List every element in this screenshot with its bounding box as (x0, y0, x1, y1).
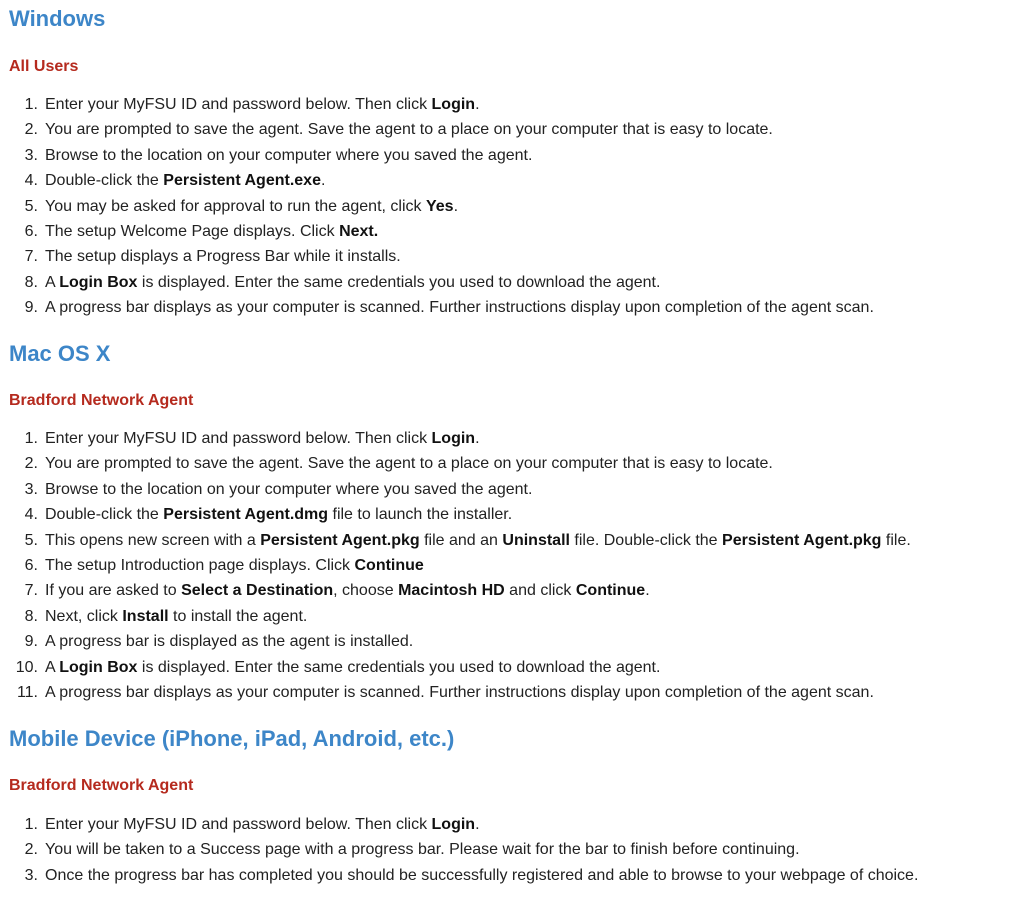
step-emphasis: Select a Destination (181, 582, 334, 600)
step-item (0, 92, 1010, 117)
step-emphasis: Next. (339, 222, 379, 240)
step-emphasis: Login (431, 430, 476, 447)
step-number: 1. (24, 430, 38, 447)
step-item (0, 117, 1010, 142)
step-emphasis: Yes (425, 197, 454, 215)
step-number: 1. (24, 96, 38, 113)
step-text: Browse to the location on your computer where you saved the agent. (45, 146, 533, 164)
step-text: The setup Welcome Page displays. Click Next. (45, 222, 379, 240)
section-subtitle-mac: Bradford Network Agent (9, 392, 194, 409)
step-number: 7. (24, 582, 38, 600)
step-item (0, 426, 1010, 451)
step-number: 3. (24, 866, 38, 884)
step-text: This opens new screen with a Persistent Agent.pkg file and an Uninstall file. Double-click the Persistent Agent.pkg file. (45, 531, 911, 549)
step-number: 7. (24, 248, 38, 266)
step-item (0, 528, 1010, 553)
steps-list-mac (0, 426, 1010, 705)
step-emphasis: Continue (354, 556, 424, 574)
step-number: 10. (15, 658, 38, 676)
step-item (0, 270, 1010, 295)
step-text: Once the progress bar has completed you should be successfully registered and able to browse to your webpage of choice. (45, 866, 919, 884)
step-text: Next, click Install to install the agent. (45, 607, 308, 625)
step-text: A Login Box is displayed. Enter the same credentials you used to download the agent. (45, 273, 661, 291)
step-item (0, 863, 1010, 888)
section-subtitle-mobile: Bradford Network Agent (9, 777, 194, 794)
step-number: 6. (24, 222, 38, 240)
step-text: Enter your MyFSU ID and password below. Then click Login. (45, 430, 480, 447)
step-text: You may be asked for approval to run the agent, click Yes. (45, 197, 459, 215)
step-number: 5. (24, 531, 38, 549)
step-number: 1. (24, 816, 38, 833)
step-item (0, 295, 1010, 320)
step-text: The setup Introduction page displays. Click Continue (45, 556, 424, 574)
step-number: 2. (24, 121, 38, 139)
step-text: If you are asked to Select a Destination, choose Macintosh HD and click Continue. (45, 582, 650, 600)
step-text: Enter your MyFSU ID and password below. Then click Login. (45, 816, 480, 833)
step-text: You are prompted to save the agent. Save the agent to a place on your computer that is easy to locate. (45, 121, 773, 139)
section-subtitle-windows: All Users (9, 58, 79, 75)
step-emphasis: Persistent Agent.pkg (260, 531, 420, 549)
step-number: 8. (24, 273, 38, 291)
step-item (0, 680, 1010, 705)
step-emphasis: Install (122, 607, 169, 625)
step-text: You are prompted to save the agent. Save the agent to a place on your computer that is easy to locate. (45, 455, 773, 473)
step-item (0, 244, 1010, 269)
step-item (0, 578, 1010, 603)
step-number: 8. (24, 607, 38, 625)
step-item (0, 477, 1010, 502)
step-item (0, 219, 1010, 244)
step-item (0, 553, 1010, 578)
step-emphasis: Login Box (59, 273, 138, 291)
step-item (0, 837, 1010, 862)
step-item (0, 812, 1010, 837)
section-title-windows: Windows (9, 6, 106, 31)
step-text: A Login Box is displayed. Enter the same credentials you used to download the agent. (45, 658, 661, 676)
step-item (0, 502, 1010, 527)
step-emphasis: Uninstall (502, 531, 570, 549)
step-number: 2. (24, 841, 38, 859)
step-emphasis: Persistent Agent.exe (163, 172, 321, 190)
step-number: 2. (24, 455, 38, 473)
step-number: 9. (24, 633, 38, 651)
step-item (0, 655, 1010, 680)
step-text: Browse to the location on your computer where you saved the agent. (45, 480, 533, 498)
section-title-mobile: Mobile Device (iPhone, iPad, Android, etc.) (9, 726, 455, 751)
step-number: 3. (24, 146, 38, 164)
step-text: The setup displays a Progress Bar while it installs. (45, 248, 401, 266)
step-text: A progress bar is displayed as the agent is installed. (45, 633, 414, 651)
step-emphasis: Macintosh HD (398, 582, 505, 600)
step-text: A progress bar displays as your computer is scanned. Further instructions display upon completion of the agent scan. (45, 299, 874, 317)
step-emphasis: Persistent Agent.pkg (722, 531, 882, 549)
step-number: 5. (24, 197, 38, 215)
step-item (0, 629, 1010, 654)
step-emphasis: Login (431, 96, 476, 113)
step-item (0, 168, 1010, 193)
step-emphasis: Login (431, 816, 476, 833)
step-item (0, 604, 1010, 629)
step-emphasis: Continue (575, 582, 646, 600)
step-number: 3. (24, 480, 38, 498)
step-item (0, 451, 1010, 476)
step-emphasis: Login Box (59, 658, 138, 676)
step-emphasis: Persistent Agent.dmg (163, 506, 329, 524)
step-text: Double-click the Persistent Agent.dmg file to launch the installer. (45, 506, 513, 524)
step-text: A progress bar displays as your computer is scanned. Further instructions display upon completion of the agent scan. (45, 683, 874, 701)
step-text: Double-click the Persistent Agent.exe. (45, 172, 326, 190)
step-number: 4. (24, 172, 38, 190)
steps-list-windows (0, 92, 1010, 321)
step-number: 9. (24, 299, 38, 317)
step-item (0, 143, 1010, 168)
step-number: 4. (24, 506, 38, 524)
step-text: You will be taken to a Success page with a progress bar. Please wait for the bar to finish before continuing. (45, 841, 800, 859)
step-text: Enter your MyFSU ID and password below. Then click Login. (45, 96, 480, 113)
step-number: 6. (24, 556, 38, 574)
step-number: 11. (16, 683, 38, 701)
step-item (0, 194, 1010, 219)
steps-list-mobile (0, 812, 1010, 888)
section-title-mac: Mac OS X (9, 341, 111, 366)
